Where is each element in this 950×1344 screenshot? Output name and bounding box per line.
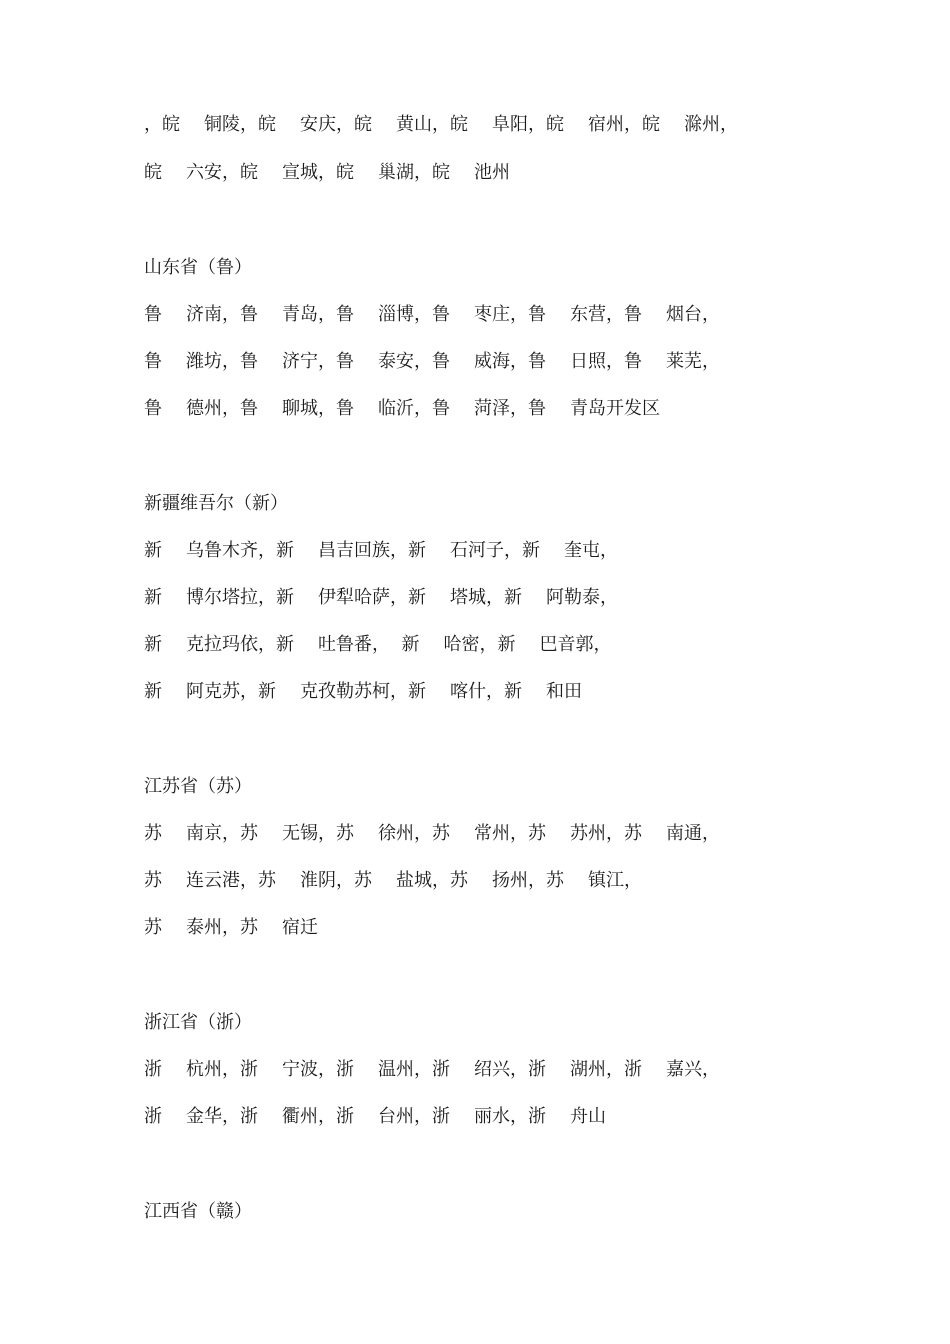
city-name: 扬州 [492,870,528,891]
city-name: 无锡 [282,823,318,844]
city-name: 奎屯 [564,540,600,561]
separator: ， [528,870,546,891]
plate-entry [240,396,336,422]
plate-entry [144,349,240,375]
plate-code-line [144,112,738,138]
plate-entry [258,112,354,138]
separator: ， [318,398,336,419]
city-name: 宣城 [282,162,318,183]
plate-entry [432,396,528,422]
city-name: 日照 [570,351,606,372]
plate-entry [144,632,276,658]
city-name: 菏泽 [474,398,510,419]
plate-entry [240,1057,336,1083]
separator: ， [258,587,276,608]
city-name: 湖州 [570,1059,606,1080]
plate-code-line [144,679,582,705]
province-abbr: 鲁 [144,351,162,372]
plate-entry [546,868,642,894]
province-heading: 江苏省（苏） [144,776,252,797]
province-abbr: 鲁 [144,304,162,325]
province-abbr: 新 [497,634,516,655]
province-abbr: 鲁 [528,398,546,419]
city-name: 宁波 [282,1059,318,1080]
separator: ， [606,823,624,844]
city-name: 杭州 [186,1059,222,1080]
province-abbr: 苏 [450,870,468,891]
province-abbr: 苏 [144,917,162,938]
province-abbr: 浙 [528,1059,546,1080]
plate-entry [144,396,240,422]
plate-entry [504,679,582,705]
city-name: 聊城 [282,398,318,419]
plate-entry [528,1057,624,1083]
province-abbr: 新 [258,681,276,702]
province-abbr: 新 [401,634,420,655]
city-name: 阜阳 [492,114,528,135]
city-name: 枣庄 [474,304,510,325]
plate-entry [276,585,408,611]
plate-entry [258,868,354,894]
city-name: 宿迁 [282,917,318,938]
plate-entry [642,112,738,138]
province-abbr: 鲁 [336,304,354,325]
city-name: 博尔塔拉 [186,587,258,608]
plate-entry [497,632,611,658]
separator: ， [390,681,408,702]
plate-entry [162,112,258,138]
province-abbr: 鲁 [432,398,450,419]
separator: ， [510,398,528,419]
plate-entry [144,302,240,328]
separator: ， [702,1059,720,1080]
plate-entry [336,349,432,375]
plate-code-line [144,302,720,328]
plate-entry [546,112,642,138]
plate-code-line [144,632,611,658]
city-name: 台州 [378,1106,414,1127]
province-abbr: 鲁 [240,398,258,419]
city-name: 济宁 [282,351,318,372]
separator: ， [222,162,240,183]
city-name: 塔城 [450,587,486,608]
separator: ， [432,870,450,891]
separator: ， [510,823,528,844]
separator: ， [222,823,240,844]
plate-code-line [144,585,618,611]
separator: ， [510,351,528,372]
plate-entry [240,821,336,847]
plate-code-line [144,1057,720,1083]
city-name: 铜陵 [204,114,240,135]
city-name: 吐鲁番 [318,634,372,655]
plate-entry [528,349,624,375]
province-abbr: 皖 [642,114,660,135]
city-name: 巴音郭 [539,634,594,655]
province-abbr: 苏 [354,870,372,891]
separator: ， [702,823,720,844]
province-abbr: 新 [504,587,522,608]
plate-entry [240,160,336,186]
plate-entry [624,821,720,847]
city-name: 乌鲁木齐 [186,540,258,561]
plate-entry [240,302,336,328]
city-name: 衢州 [282,1106,318,1127]
plate-entry [144,538,276,564]
separator: ， [606,351,624,372]
separator: ， [432,114,450,135]
city-name: 喀什 [450,681,486,702]
province-abbr: 苏 [528,823,546,844]
plate-entry [528,821,624,847]
separator: ， [414,1106,432,1127]
province-abbr: 新 [276,587,294,608]
plate-entry [432,1057,528,1083]
plate-code-line [144,538,618,564]
plate-entry [624,349,720,375]
separator: ， [414,823,432,844]
city-name: 淮阴 [300,870,336,891]
city-name: 威海 [474,351,510,372]
plate-entry [336,821,432,847]
separator: ， [414,162,432,183]
separator: ， [258,634,276,655]
separator: ， [702,304,720,325]
province-abbr: 浙 [144,1106,162,1127]
separator: ， [606,1059,624,1080]
separator: ， [510,304,528,325]
separator: ， [504,540,522,561]
plate-code-line [144,915,318,941]
plate-entry [528,302,624,328]
plate-entry [522,538,618,564]
province-abbr: 皖 [240,162,258,183]
province-abbr: 鲁 [336,351,354,372]
plate-entry [408,585,504,611]
province-abbr: 皖 [432,162,450,183]
province-abbr: 浙 [144,1059,162,1080]
plate-entry [354,868,450,894]
province-abbr: 鲁 [432,351,450,372]
province-abbr: 鲁 [528,351,546,372]
separator: ， [624,114,642,135]
plate-entry [144,160,240,186]
city-name: 和田 [546,681,582,702]
city-name: 滁州 [684,114,720,135]
province-abbr: 苏 [144,823,162,844]
separator: ， [593,634,612,655]
separator: ， [318,351,336,372]
plate-entry [144,585,276,611]
plate-entry [336,1057,432,1083]
province-abbr: 苏 [240,917,258,938]
city-name: 青岛开发区 [570,398,660,419]
province-abbr: 皖 [336,162,354,183]
separator: ， [414,1059,432,1080]
plate-entry [408,679,504,705]
line-prefix: ， [144,114,162,135]
plate-entry [504,585,618,611]
plate-entry [258,679,408,705]
city-name: 连云港 [186,870,240,891]
province-abbr: 新 [408,540,426,561]
province-abbr: 浙 [336,1059,354,1080]
plate-code-line [144,349,720,375]
city-name: 石河子 [450,540,504,561]
province-abbr: 新 [144,587,162,608]
province-abbr: 浙 [624,1059,642,1080]
province-abbr: 新 [276,634,294,655]
city-name: 常州 [474,823,510,844]
province-abbr: 鲁 [144,398,162,419]
separator: ， [222,917,240,938]
separator: ， [240,114,258,135]
province-abbr: 新 [276,540,294,561]
city-name: 东营 [570,304,606,325]
plate-code-line [144,821,720,847]
plate-entry [144,1104,240,1130]
province-abbr: 新 [144,681,162,702]
separator: ， [222,1059,240,1080]
separator: ， [390,587,408,608]
city-name: 六安 [186,162,222,183]
city-name: 泰安 [378,351,414,372]
province-abbr: 苏 [546,870,564,891]
province-abbr: 鲁 [432,304,450,325]
plate-entry [408,538,522,564]
city-name: 南京 [186,823,222,844]
province-abbr: 苏 [240,823,258,844]
province-abbr: 鲁 [624,304,642,325]
province-abbr: 新 [408,681,426,702]
plate-entry [276,632,401,658]
plate-code-line [144,160,510,186]
province-abbr: 苏 [336,823,354,844]
province-heading: 新疆维吾尔（新） [144,493,288,514]
separator: ， [479,634,498,655]
separator: ， [600,540,618,561]
plate-code-line [144,1104,606,1130]
plate-entry [336,302,432,328]
province-heading: 浙江省（浙） [144,1012,252,1033]
city-name: 宿州 [588,114,624,135]
province-abbr: 新 [144,634,162,655]
separator: ， [414,351,432,372]
separator: ， [318,823,336,844]
city-name: 潍坊 [186,351,222,372]
city-name: 临沂 [378,398,414,419]
province-abbr: 浙 [432,1059,450,1080]
city-name: 舟山 [570,1106,606,1127]
separator: ， [606,304,624,325]
city-name: 盐城 [396,870,432,891]
province-abbr: 皖 [162,114,180,135]
province-abbr: 苏 [144,870,162,891]
city-name: 德州 [186,398,222,419]
separator: ， [486,587,504,608]
province-abbr: 鲁 [624,351,642,372]
province-abbr: 浙 [336,1106,354,1127]
province-abbr: 浙 [240,1059,258,1080]
plate-code-line [144,396,660,422]
separator: ， [318,162,336,183]
city-name: 克拉玛依 [186,634,258,655]
separator: ， [486,681,504,702]
plate-entry [354,112,450,138]
separator: ， [624,870,642,891]
province-abbr: 皖 [450,114,468,135]
province-abbr: 新 [504,681,522,702]
city-name: 金华 [186,1106,222,1127]
plate-entry [450,868,546,894]
separator: ， [318,1059,336,1080]
plate-entry [432,349,528,375]
plate-entry [432,1104,528,1130]
plate-entry [240,349,336,375]
plate-entry [276,538,408,564]
separator: ， [222,351,240,372]
separator: ， [318,304,336,325]
city-name: 阿克苏 [186,681,240,702]
plate-entry [432,160,510,186]
province-abbr: 鲁 [336,398,354,419]
province-abbr: 皖 [144,162,162,183]
separator: ， [222,304,240,325]
separator: ， [372,634,402,655]
province-abbr: 皖 [546,114,564,135]
separator: ， [510,1059,528,1080]
city-name: 烟台 [666,304,702,325]
plate-entry [450,112,546,138]
city-name: 巢湖 [378,162,414,183]
plate-entry [240,915,318,941]
city-name: 绍兴 [474,1059,510,1080]
separator: ， [414,398,432,419]
city-name: 苏州 [570,823,606,844]
city-name: 莱芜 [666,351,702,372]
plate-entry [144,1057,240,1083]
plate-entry [432,302,528,328]
city-name: 淄博 [378,304,414,325]
separator: ， [240,681,258,702]
city-name: 南通 [666,823,702,844]
plate-entry [144,868,258,894]
plate-entry [144,915,240,941]
city-name: 安庆 [300,114,336,135]
plate-code-line [144,868,642,894]
plate-entry [528,396,660,422]
plate-entry [144,821,240,847]
separator: ， [336,114,354,135]
province-abbr: 鲁 [240,351,258,372]
city-name: 黄山 [396,114,432,135]
separator: ， [222,1106,240,1127]
province-abbr: 皖 [258,114,276,135]
province-heading: 山东省（鲁） [144,257,252,278]
city-name: 嘉兴 [666,1059,702,1080]
city-name: 哈密 [443,634,480,655]
separator: ， [702,351,720,372]
separator: ， [390,540,408,561]
city-name: 温州 [378,1059,414,1080]
province-abbr: 苏 [258,870,276,891]
separator: ， [528,114,546,135]
province-abbr: 浙 [432,1106,450,1127]
city-name: 阿勒泰 [546,587,600,608]
plate-entry [432,821,528,847]
city-name: 镇江 [588,870,624,891]
separator: ， [318,1106,336,1127]
city-name: 青岛 [282,304,318,325]
separator: ， [258,540,276,561]
province-abbr: 皖 [354,114,372,135]
plate-entry [528,1104,606,1130]
city-name: 济南 [186,304,222,325]
province-abbr: 鲁 [528,304,546,325]
plate-entry [336,396,432,422]
plate-entry [624,302,720,328]
plate-entry [336,160,432,186]
plate-entry [336,1104,432,1130]
city-name: 泰州 [186,917,222,938]
separator: ， [222,398,240,419]
province-abbr: 新 [522,540,540,561]
plate-entry [240,1104,336,1130]
separator: ， [336,870,354,891]
province-abbr: 新 [144,540,162,561]
separator: ， [510,1106,528,1127]
plate-entry [144,679,258,705]
city-name: 克孜勒苏柯 [300,681,390,702]
plate-entry [624,1057,720,1083]
province-abbr: 鲁 [240,304,258,325]
province-abbr: 浙 [528,1106,546,1127]
province-abbr: 新 [408,587,426,608]
separator: ， [414,304,432,325]
city-name: 丽水 [474,1106,510,1127]
city-name: 昌吉回族 [318,540,390,561]
separator: ， [240,870,258,891]
separator: ， [720,114,738,135]
plate-entry [401,632,497,658]
province-abbr: 浙 [240,1106,258,1127]
city-name: 徐州 [378,823,414,844]
province-abbr: 苏 [432,823,450,844]
separator: ， [600,587,618,608]
province-abbr: 苏 [624,823,642,844]
province-heading: 江西省（赣） [144,1201,252,1222]
city-name: 池州 [474,162,510,183]
city-name: 伊犁哈萨 [318,587,390,608]
